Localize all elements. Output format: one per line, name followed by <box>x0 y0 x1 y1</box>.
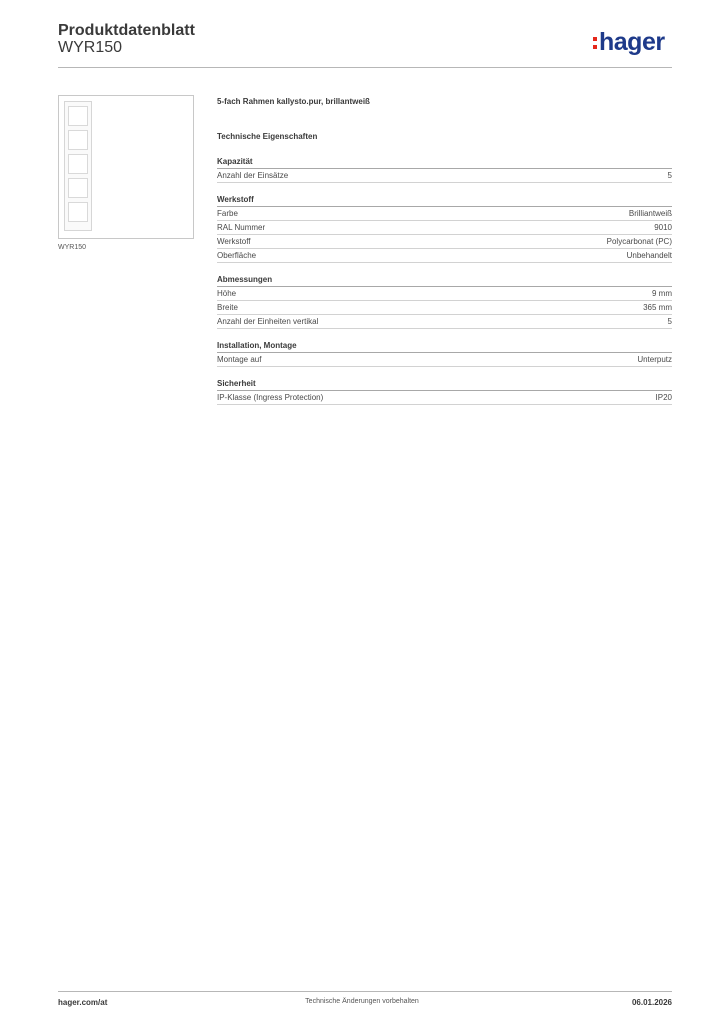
frame-slot <box>68 154 88 174</box>
spec-row <box>217 169 672 183</box>
spec-value: IP20 <box>655 393 672 402</box>
spec-row <box>217 249 672 263</box>
spec-value: Unbehandelt <box>626 251 672 260</box>
hager-logo <box>593 28 665 57</box>
specs-title: Technische Eigenschaften <box>217 132 318 141</box>
header-divider <box>58 67 672 68</box>
footer-divider <box>58 991 672 992</box>
spec-label: Oberfläche <box>217 251 257 260</box>
spec-group-title: Installation, Montage <box>217 340 672 353</box>
logo-text: hager <box>599 28 665 56</box>
spec-group-title: Kapazität <box>217 156 672 169</box>
footer-website: hager.com/at <box>58 998 108 1007</box>
frame-slot <box>68 178 88 198</box>
spec-label: Anzahl der Einheiten vertikal <box>217 317 319 326</box>
spec-value: Brilliantweiß <box>628 209 672 218</box>
spec-row <box>217 301 672 315</box>
image-caption: WYR150 <box>58 244 87 251</box>
product-code: WYR150 <box>58 39 123 56</box>
frame-slot <box>68 202 88 222</box>
frame-slot <box>68 130 88 150</box>
spec-label: Anzahl der Einsätze <box>217 171 289 180</box>
spec-value: Unterputz <box>637 355 672 364</box>
spec-row <box>217 207 672 221</box>
spec-label: IP-Klasse (Ingress Protection) <box>217 393 324 402</box>
spec-row <box>217 235 672 249</box>
spec-row <box>217 221 672 235</box>
spec-value: 9010 <box>654 223 672 232</box>
frame-slot <box>68 106 88 126</box>
spec-row <box>217 353 672 367</box>
spec-label: RAL Nummer <box>217 223 266 232</box>
spec-groups <box>217 156 672 405</box>
logo-dots-icon <box>593 35 597 51</box>
spec-label: Farbe <box>217 209 238 218</box>
spec-row <box>217 315 672 329</box>
spec-value: 5 <box>667 171 672 180</box>
spec-value: Polycarbonat (PC) <box>606 237 672 246</box>
footer-notice: Technische Änderungen vorbehalten <box>305 998 419 1005</box>
spec-value: 5 <box>667 317 672 326</box>
spec-label: Breite <box>217 303 238 312</box>
spec-label: Höhe <box>217 289 237 298</box>
spec-row <box>217 287 672 301</box>
spec-row <box>217 391 672 405</box>
spec-value: 365 mm <box>643 303 672 312</box>
footer-date: 06.01.2026 <box>631 998 672 1007</box>
frame-illustration <box>64 101 92 231</box>
spec-label: Werkstoff <box>217 237 251 246</box>
spec-value: 9 mm <box>652 289 672 298</box>
document-title: Produktdatenblatt <box>58 22 195 39</box>
spec-content <box>217 96 672 405</box>
spec-label: Montage auf <box>217 355 262 364</box>
spec-group-title: Werkstoff <box>217 194 672 207</box>
spec-group-title: Sicherheit <box>217 378 672 391</box>
spec-group-title: Abmessungen <box>217 274 672 287</box>
product-image <box>58 95 194 239</box>
product-description: 5-fach Rahmen kallysto.pur, brillantweiß <box>217 97 370 106</box>
